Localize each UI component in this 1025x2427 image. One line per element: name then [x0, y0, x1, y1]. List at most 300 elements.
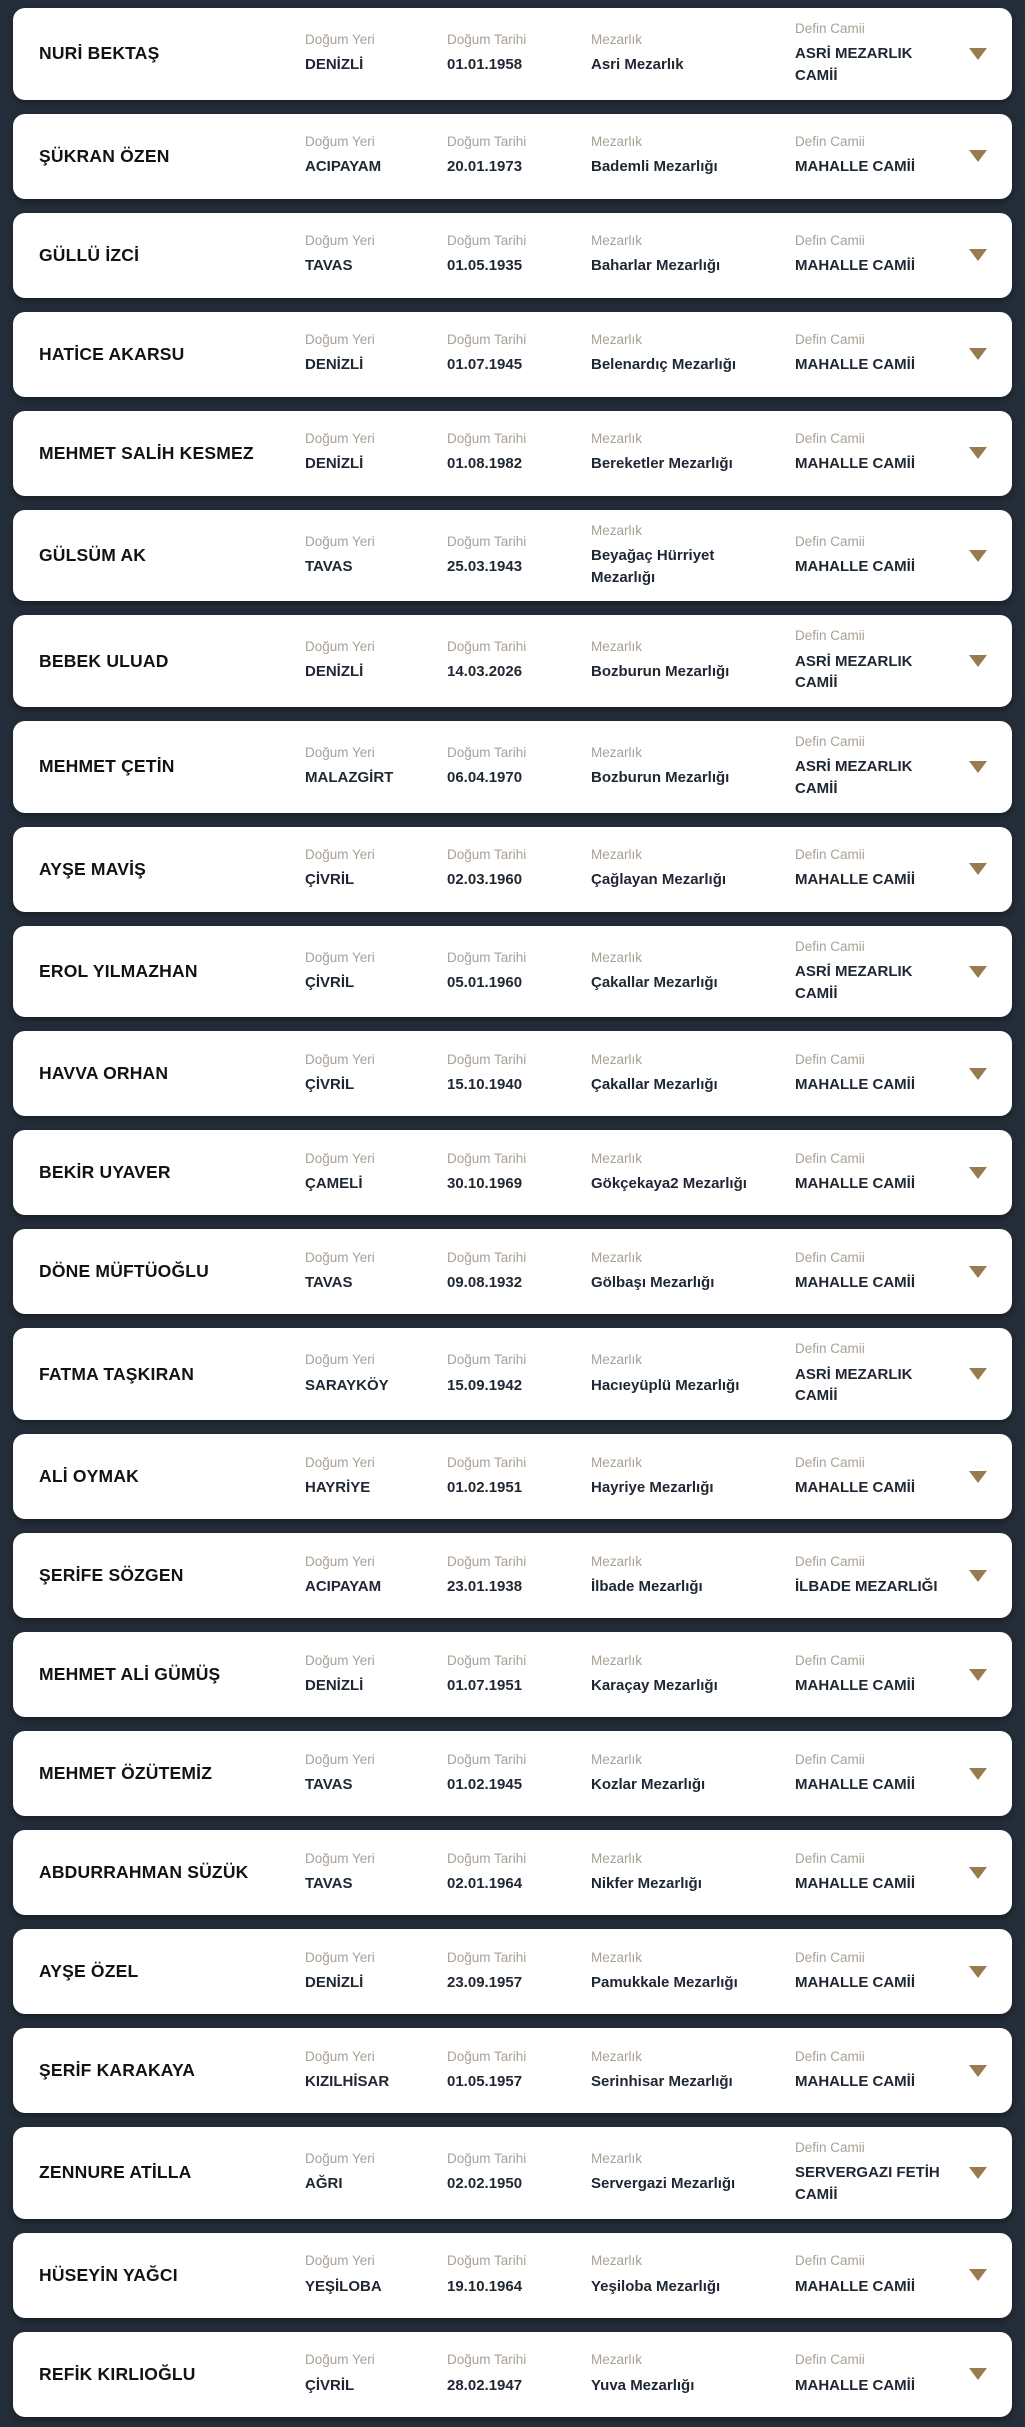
records-list	[13, 8, 1012, 2417]
burial-mosque-value: MAHALLE CAMİİ	[795, 356, 915, 374]
cemetery-field	[591, 134, 795, 178]
birth-place-field	[305, 1151, 447, 1195]
chevron-down-icon	[969, 1669, 987, 1681]
birth-place-label: Doğum Yeri	[305, 134, 375, 150]
birth-place-field	[305, 32, 447, 76]
record-card[interactable]	[13, 510, 1012, 602]
cemetery-value: Nikfer Mezarlığı	[591, 1874, 702, 1892]
birth-place-value: DENİZLİ	[305, 663, 364, 681]
birth-place-value: DENİZLİ	[305, 56, 364, 74]
birth-place-field	[305, 1250, 447, 1294]
chevron-down-icon	[969, 1966, 987, 1978]
birth-place-field	[305, 332, 447, 376]
birth-place-field	[305, 134, 447, 178]
burial-mosque-label: Defin Camii	[795, 1341, 865, 1357]
expand-row-button[interactable]	[967, 755, 988, 779]
burial-mosque-value: MAHALLE CAMİİ	[795, 1175, 915, 1193]
birth-date-field	[447, 1752, 591, 1796]
birth-place-label: Doğum Yeri	[305, 1249, 375, 1265]
birth-date-value: 01.05.1957	[447, 2072, 523, 2090]
birth-date-label: Doğum Tarihi	[447, 2151, 527, 2166]
expand-row-button[interactable]	[967, 857, 988, 881]
expand-row-button[interactable]	[967, 1960, 988, 1984]
birth-date-label: Doğum Tarihi	[447, 1051, 527, 1067]
birth-date-label: Doğum Tarihi	[447, 1652, 527, 1668]
burial-mosque-field	[795, 1151, 967, 1195]
birth-date-label: Doğum Tarihi	[447, 2352, 527, 2368]
person-name: HAVVA ORHAN	[39, 1063, 169, 1084]
birth-date-field	[447, 1851, 591, 1895]
cemetery-value: Çakallar Mezarlığı	[591, 973, 718, 991]
burial-mosque-field	[795, 21, 967, 87]
birth-date-field	[447, 639, 591, 683]
birth-place-field	[305, 2253, 447, 2297]
chevron-down-icon	[969, 348, 987, 360]
cemetery-value: Çakallar Mezarlığı	[591, 1076, 718, 1094]
birth-date-label: Doğum Tarihi	[447, 1249, 527, 1265]
cemetery-field	[591, 1653, 795, 1697]
person-name: HATİCE AKARSU	[39, 343, 185, 364]
burial-mosque-label: Defin Camii	[795, 332, 865, 348]
burial-mosque-label: Defin Camii	[795, 628, 865, 644]
birth-date-label: Doğum Tarihi	[447, 2048, 527, 2064]
burial-mosque-value: ASRİ MEZARLIK CAMİİ	[795, 962, 913, 1002]
birth-place-value: ACIPAYAM	[305, 158, 382, 176]
birth-place-label: Doğum Yeri	[305, 431, 375, 447]
birth-date-label: Doğum Tarihi	[447, 431, 527, 447]
person-name: FATMA TAŞKIRAN	[39, 1363, 195, 1384]
birth-date-value: 01.07.1945	[447, 356, 523, 374]
burial-mosque-field	[795, 134, 967, 178]
cemetery-label: Mezarlık	[591, 1652, 643, 1668]
cemetery-value: İlbade Mezarlığı	[591, 1577, 703, 1595]
person-name: REFİK KIRLIOĞLU	[39, 2363, 196, 2384]
birth-date-field	[447, 2049, 591, 2093]
record-card[interactable]	[13, 721, 1012, 813]
record-card[interactable]	[13, 8, 1012, 100]
expand-row-button[interactable]	[967, 2059, 988, 2083]
birth-date-field	[447, 134, 591, 178]
cemetery-field	[591, 1455, 795, 1499]
burial-mosque-value: MAHALLE CAMİİ	[795, 2072, 915, 2090]
birth-place-field	[305, 1950, 447, 1994]
cemetery-value: Bozburun Mezarlığı	[591, 663, 730, 681]
expand-row-button[interactable]	[967, 1663, 988, 1687]
birth-date-value: 06.04.1970	[447, 769, 523, 787]
cemetery-label: Mezarlık	[591, 949, 643, 965]
birth-place-value: TAVAS	[305, 1874, 353, 1892]
cemetery-value: Yeşiloba Mezarlığı	[591, 2277, 721, 2295]
person-name: GÜLLÜ İZCİ	[39, 244, 140, 265]
birth-date-label: Doğum Tarihi	[447, 1949, 527, 1965]
cemetery-label: Mezarlık	[591, 639, 643, 655]
expand-row-button[interactable]	[967, 1161, 988, 1185]
cemetery-field	[591, 1250, 795, 1294]
chevron-down-icon	[969, 2167, 987, 2179]
birth-place-label: Doğum Yeri	[305, 1150, 375, 1166]
birth-date-field	[447, 534, 591, 578]
birth-place-field	[305, 1851, 447, 1895]
burial-mosque-label: Defin Camii	[795, 1454, 865, 1470]
birth-place-field	[305, 233, 447, 277]
burial-mosque-value: MAHALLE CAMİİ	[795, 1973, 915, 1991]
expand-row-button[interactable]	[967, 1762, 988, 1786]
burial-mosque-field	[795, 1341, 967, 1407]
cemetery-label: Mezarlık	[591, 744, 643, 760]
cemetery-value: Servergazi Mezarlığı	[591, 2175, 736, 2193]
expand-row-button[interactable]	[967, 42, 988, 66]
birth-date-label: Doğum Tarihi	[447, 332, 527, 348]
cemetery-label: Mezarlık	[591, 2048, 643, 2064]
burial-mosque-value: MAHALLE CAMİİ	[795, 1676, 915, 1694]
expand-row-button[interactable]	[967, 2362, 988, 2386]
cemetery-label: Mezarlık	[591, 431, 643, 447]
cemetery-label: Mezarlık	[591, 1352, 643, 1368]
burial-mosque-label: Defin Camii	[795, 533, 865, 549]
birth-date-label: Doğum Tarihi	[447, 31, 527, 47]
burial-mosque-field	[795, 1554, 967, 1598]
record-card[interactable]	[13, 1434, 1012, 1519]
cemetery-field	[591, 2352, 795, 2396]
birth-place-value: HAYRİYE	[305, 1478, 371, 1496]
expand-row-button[interactable]	[967, 1062, 988, 1086]
record-card[interactable]	[13, 1229, 1012, 1314]
person-name: HÜSEYİN YAĞCI	[39, 2264, 178, 2285]
cemetery-label: Mezarlık	[591, 134, 643, 150]
person-name: MEHMET ÖZÜTEMİZ	[39, 1763, 213, 1784]
birth-date-field	[447, 950, 591, 994]
burial-mosque-label: Defin Camii	[795, 431, 865, 447]
expand-row-button[interactable]	[967, 960, 988, 984]
record-card[interactable]	[13, 615, 1012, 707]
burial-mosque-field	[795, 2049, 967, 2093]
record-card[interactable]	[13, 926, 1012, 1018]
birth-date-label: Doğum Tarihi	[447, 533, 527, 549]
birth-place-value: YEŞİLOBA	[305, 2277, 382, 2295]
birth-date-field	[447, 431, 591, 475]
cemetery-label: Mezarlık	[591, 847, 643, 863]
burial-mosque-field	[795, 1752, 967, 1796]
chevron-down-icon	[969, 863, 987, 875]
record-card[interactable]	[13, 312, 1012, 397]
cemetery-label: Mezarlık	[591, 1850, 643, 1866]
birth-date-field	[447, 745, 591, 789]
birth-place-field	[305, 1653, 447, 1697]
cemetery-field	[591, 1151, 795, 1195]
chevron-down-icon	[969, 550, 987, 562]
burial-mosque-label: Defin Camii	[795, 2048, 865, 2064]
burial-mosque-field	[795, 1250, 967, 1294]
burial-mosque-label: Defin Camii	[795, 1051, 865, 1067]
birth-date-value: 01.05.1935	[447, 257, 523, 275]
birth-date-label: Doğum Tarihi	[447, 744, 527, 760]
birth-place-field	[305, 1455, 447, 1499]
birth-place-value: KIZILHİSAR	[305, 2072, 390, 2090]
birth-place-field	[305, 534, 447, 578]
cemetery-field	[591, 1752, 795, 1796]
person-name: NURİ BEKTAŞ	[39, 43, 160, 64]
birth-date-value: 14.03.2026	[447, 663, 523, 681]
burial-mosque-value: MAHALLE CAMİİ	[795, 2376, 915, 2394]
birth-place-label: Doğum Yeri	[305, 2151, 375, 2166]
cemetery-field	[591, 332, 795, 376]
birth-place-value: DENİZLİ	[305, 1973, 364, 1991]
cemetery-label: Mezarlık	[591, 2151, 643, 2166]
cemetery-label: Mezarlık	[591, 2253, 643, 2269]
birth-date-value: 23.09.1957	[447, 1973, 523, 1991]
burial-mosque-label: Defin Camii	[795, 847, 865, 863]
birth-date-field	[447, 1151, 591, 1195]
birth-place-field	[305, 1052, 447, 1096]
birth-date-label: Doğum Tarihi	[447, 847, 527, 863]
person-name: DÖNE MÜFTÜOĞLU	[39, 1261, 210, 1282]
birth-place-field	[305, 431, 447, 475]
burial-mosque-field	[795, 628, 967, 694]
burial-mosque-value: MAHALLE CAMİİ	[795, 1874, 915, 1892]
person-name: ZENNURE ATİLLA	[39, 2162, 192, 2183]
person-name: MEHMET SALİH KESMEZ	[39, 442, 254, 463]
record-card[interactable]	[13, 1731, 1012, 1816]
cemetery-label: Mezarlık	[591, 31, 643, 47]
cemetery-field	[591, 233, 795, 277]
birth-place-field	[305, 2151, 447, 2195]
burial-mosque-label: Defin Camii	[795, 2253, 865, 2269]
birth-place-value: ÇAMELİ	[305, 1175, 363, 1193]
cemetery-value: Pamukkale Mezarlığı	[591, 1973, 738, 1991]
burial-mosque-label: Defin Camii	[795, 1652, 865, 1668]
burial-mosque-field	[795, 2140, 967, 2206]
cemetery-field	[591, 523, 795, 589]
birth-place-label: Doğum Yeri	[305, 2352, 375, 2368]
birth-date-value: 05.01.1960	[447, 973, 523, 991]
chevron-down-icon	[969, 1167, 987, 1179]
burial-mosque-label: Defin Camii	[795, 134, 865, 150]
cemetery-label: Mezarlık	[591, 1454, 643, 1470]
person-name: GÜLSÜM AK	[39, 545, 147, 566]
record-card[interactable]	[13, 2233, 1012, 2318]
birth-date-label: Doğum Tarihi	[447, 1751, 527, 1767]
birth-date-value: 30.10.1969	[447, 1175, 523, 1193]
burial-mosque-value: MAHALLE CAMİİ	[795, 158, 915, 176]
birth-date-value: 15.10.1940	[447, 1076, 523, 1094]
cemetery-value: Bademli Mezarlığı	[591, 158, 718, 176]
birth-place-field	[305, 2049, 447, 2093]
birth-place-field	[305, 1752, 447, 1796]
burial-mosque-value: MAHALLE CAMİİ	[795, 1775, 915, 1793]
birth-place-value: ÇİVRİL	[305, 2376, 355, 2394]
birth-place-label: Doğum Yeri	[305, 744, 375, 760]
birth-date-field	[447, 1250, 591, 1294]
chevron-down-icon	[969, 966, 987, 978]
chevron-down-icon	[969, 1768, 987, 1780]
birth-date-field	[447, 233, 591, 277]
birth-place-label: Doğum Yeri	[305, 1652, 375, 1668]
birth-date-field	[447, 1052, 591, 1096]
cemetery-value: Kozlar Mezarlığı	[591, 1775, 706, 1793]
cemetery-value: Baharlar Mezarlığı	[591, 257, 721, 275]
birth-place-value: ACIPAYAM	[305, 1577, 382, 1595]
expand-row-button[interactable]	[967, 649, 988, 673]
cemetery-value: Karaçay Mezarlığı	[591, 1676, 718, 1694]
birth-date-value: 01.01.1958	[447, 56, 523, 74]
expand-row-button[interactable]	[967, 544, 988, 568]
burial-mosque-label: Defin Camii	[795, 21, 865, 36]
birth-place-value: TAVAS	[305, 1775, 353, 1793]
birth-date-label: Doğum Tarihi	[447, 949, 527, 965]
birth-place-value: SARAYKÖY	[305, 1376, 389, 1394]
burial-mosque-value: MAHALLE CAMİİ	[795, 557, 915, 575]
birth-date-value: 25.03.1943	[447, 557, 523, 575]
chevron-down-icon	[969, 150, 987, 162]
cemetery-label: Mezarlık	[591, 1249, 643, 1265]
birth-place-value: DENİZLİ	[305, 1676, 364, 1694]
birth-place-value: ÇİVRİL	[305, 973, 355, 991]
birth-date-label: Doğum Tarihi	[447, 233, 527, 249]
birth-place-field	[305, 2352, 447, 2396]
birth-date-value: 01.02.1945	[447, 1775, 523, 1793]
record-card[interactable]	[13, 2332, 1012, 2417]
birth-date-value: 09.08.1932	[447, 1274, 523, 1292]
cemetery-field	[591, 2151, 795, 2195]
burial-mosque-label: Defin Camii	[795, 1150, 865, 1166]
chevron-down-icon	[969, 1867, 987, 1879]
birth-place-label: Doğum Yeri	[305, 847, 375, 863]
birth-date-field	[447, 1352, 591, 1396]
birth-place-value: DENİZLİ	[305, 356, 364, 374]
birth-place-value: TAVAS	[305, 557, 353, 575]
burial-mosque-value: ASRİ MEZARLIK CAMİİ	[795, 45, 913, 84]
burial-mosque-value: İLBADE MEZARLIĞI	[795, 1577, 938, 1595]
birth-place-field	[305, 950, 447, 994]
cemetery-value: Yuva Mezarlığı	[591, 2376, 695, 2394]
expand-row-button[interactable]	[967, 2263, 988, 2287]
burial-mosque-label: Defin Camii	[795, 1850, 865, 1866]
record-card[interactable]	[13, 2127, 1012, 2219]
burial-mosque-value: ASRİ MEZARLIK CAMİİ	[795, 652, 913, 692]
expand-row-button[interactable]	[967, 2161, 988, 2185]
birth-place-label: Doğum Yeri	[305, 1051, 375, 1067]
record-card[interactable]	[13, 1632, 1012, 1717]
record-card[interactable]	[13, 114, 1012, 199]
birth-place-label: Doğum Yeri	[305, 1352, 375, 1368]
birth-place-field	[305, 745, 447, 789]
birth-date-value: 02.03.1960	[447, 871, 523, 889]
burial-mosque-label: Defin Camii	[795, 734, 865, 750]
burial-mosque-field	[795, 734, 967, 800]
record-card[interactable]	[13, 827, 1012, 912]
burial-mosque-value: MAHALLE CAMİİ	[795, 1274, 915, 1292]
cemetery-field	[591, 1950, 795, 1994]
cemetery-field	[591, 950, 795, 994]
expand-row-button[interactable]	[967, 1362, 988, 1386]
birth-date-value: 28.02.1947	[447, 2376, 523, 2394]
cemetery-value: Belenardıç Mezarlığı	[591, 356, 737, 374]
person-name: ŞERİF KARAKAYA	[39, 2060, 196, 2081]
expand-row-button[interactable]	[967, 441, 988, 465]
record-card[interactable]	[13, 411, 1012, 496]
expand-row-button[interactable]	[967, 144, 988, 168]
cemetery-field	[591, 2049, 795, 2093]
burial-mosque-value: MAHALLE CAMİİ	[795, 1076, 915, 1094]
cemetery-value: Hacıeyüplü Mezarlığı	[591, 1376, 740, 1394]
expand-row-button[interactable]	[967, 1465, 988, 1489]
chevron-down-icon	[969, 48, 987, 60]
birth-place-label: Doğum Yeri	[305, 332, 375, 348]
birth-date-field	[447, 1653, 591, 1697]
record-card[interactable]	[13, 1929, 1012, 2014]
cemetery-label: Mezarlık	[591, 233, 643, 249]
birth-place-label: Doğum Yeri	[305, 1751, 375, 1767]
burial-mosque-label: Defin Camii	[795, 1249, 865, 1265]
birth-place-label: Doğum Yeri	[305, 1454, 375, 1470]
burial-mosque-value: MAHALLE CAMİİ	[795, 1478, 915, 1496]
cemetery-value: Beyağaç Hürriyet Mezarlığı	[591, 546, 715, 586]
expand-row-button[interactable]	[967, 243, 988, 267]
birth-date-label: Doğum Tarihi	[447, 134, 527, 150]
cemetery-field	[591, 847, 795, 891]
expand-row-button[interactable]	[967, 342, 988, 366]
birth-date-value: 02.01.1964	[447, 1874, 523, 1892]
expand-row-button[interactable]	[967, 1260, 988, 1284]
cemetery-field	[591, 639, 795, 683]
birth-place-label: Doğum Yeri	[305, 31, 375, 47]
birth-date-field	[447, 332, 591, 376]
cemetery-label: Mezarlık	[591, 522, 643, 538]
cemetery-value: Serinhisar Mezarlığı	[591, 2072, 733, 2090]
person-name: ALİ OYMAK	[39, 1466, 139, 1487]
cemetery-field	[591, 1554, 795, 1598]
birth-place-value: ÇİVRİL	[305, 871, 355, 889]
cemetery-field	[591, 1352, 795, 1396]
birth-place-field	[305, 847, 447, 891]
burial-mosque-label: Defin Camii	[795, 1751, 865, 1767]
birth-place-value: MALAZGİRT	[305, 769, 394, 787]
record-card[interactable]	[13, 1130, 1012, 1215]
chevron-down-icon	[969, 1471, 987, 1483]
expand-row-button[interactable]	[967, 1861, 988, 1885]
record-card[interactable]	[13, 1533, 1012, 1618]
burial-mosque-label: Defin Camii	[795, 2140, 865, 2156]
person-name: BEBEK ULUAD	[39, 650, 169, 671]
burial-mosque-field	[795, 431, 967, 475]
person-name: ŞERİFE SÖZGEN	[39, 1565, 184, 1586]
birth-place-field	[305, 639, 447, 683]
birth-date-value: 01.07.1951	[447, 1676, 523, 1694]
burial-mosque-field	[795, 534, 967, 578]
person-name: BEKİR UYAVER	[39, 1162, 171, 1183]
cemetery-value: Gökçekaya2 Mezarlığı	[591, 1175, 747, 1193]
birth-date-value: 23.01.1938	[447, 1577, 523, 1595]
person-name: ŞÜKRAN ÖZEN	[39, 145, 170, 166]
birth-place-label: Doğum Yeri	[305, 1553, 375, 1569]
burial-mosque-value: ASRİ MEZARLIK CAMİİ	[795, 1365, 913, 1405]
chevron-down-icon	[969, 249, 987, 261]
birth-place-label: Doğum Yeri	[305, 2253, 375, 2269]
burial-mosque-field	[795, 1052, 967, 1096]
chevron-down-icon	[969, 2269, 987, 2281]
expand-row-button[interactable]	[967, 1564, 988, 1588]
record-card[interactable]	[13, 1830, 1012, 1915]
burial-mosque-value: ASRİ MEZARLIK CAMİİ	[795, 758, 913, 797]
record-card[interactable]	[13, 213, 1012, 298]
cemetery-label: Mezarlık	[591, 1553, 643, 1569]
record-card[interactable]	[13, 1328, 1012, 1420]
chevron-down-icon	[969, 761, 987, 773]
birth-date-field	[447, 847, 591, 891]
birth-place-value: AĞRI	[305, 2175, 343, 2193]
record-card[interactable]	[13, 2028, 1012, 2113]
record-card[interactable]	[13, 1031, 1012, 1116]
